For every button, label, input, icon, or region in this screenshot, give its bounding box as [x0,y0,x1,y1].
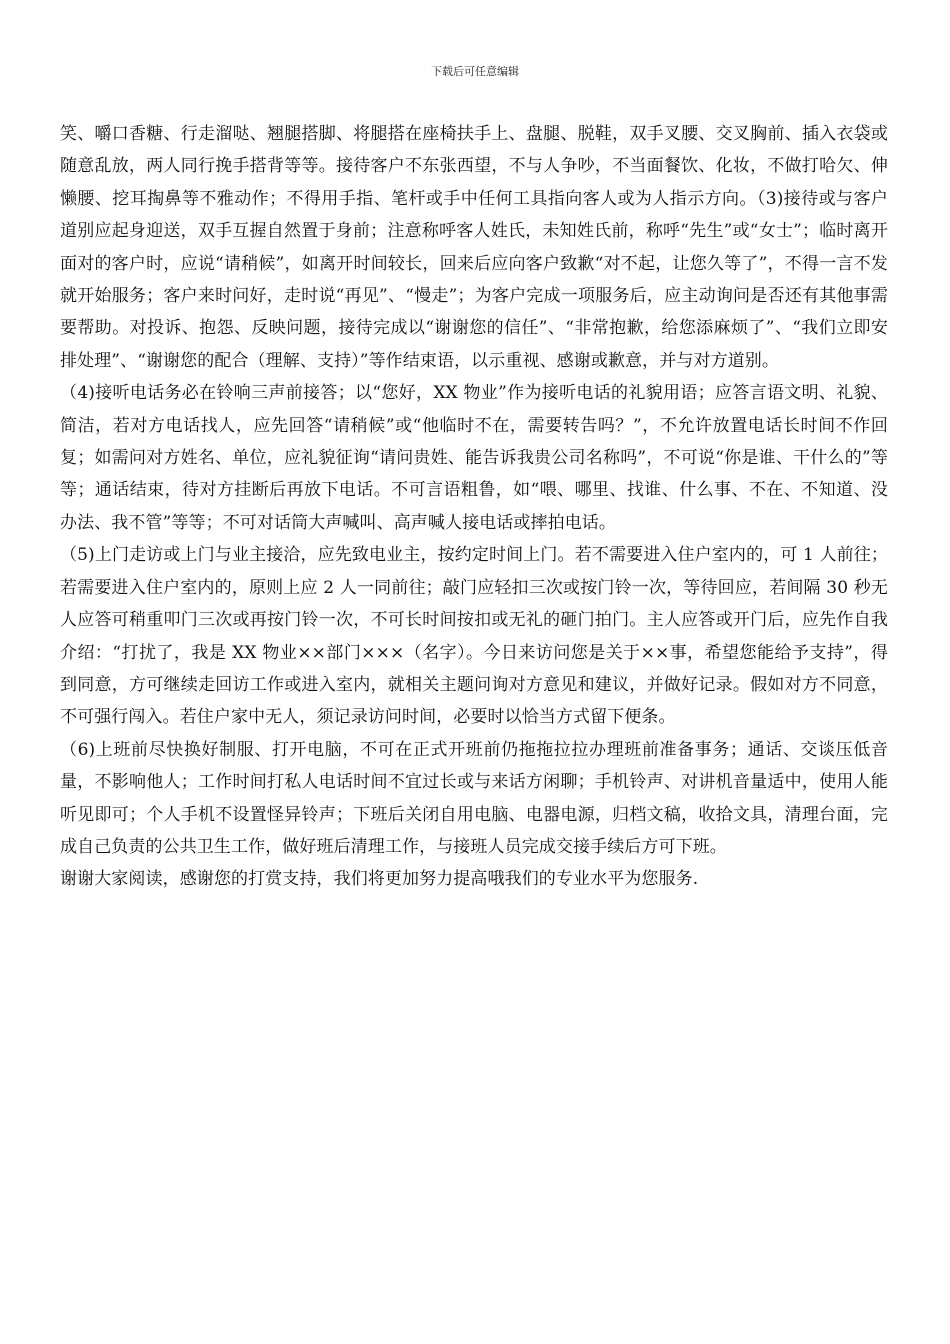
page-header: 下载后可任意编辑 [431,65,519,78]
document-body [60,118,888,896]
paragraph-home-visit-etiquette: （5)上门走访或上门与业主接洽，应先致电业主，按约定时间上门。若不需要进入住户室内的，可 1 人前往；若需要进入住户室内的，原则上应 2 人一同前往；敲门应轻扣三次或按门铃一次，等待回应，若间隔 30 秒无人应答可稍重叩门三次或再按门铃一次，不可长时间按扣或无礼的砸门拍门。主人应答或开门后，应先作自我介绍：“打扰了，我是 XX 物业××部门×××（名字）。今日来访问您是关于××事，希望您能给予支持”，得到同意，方可继续走回访工作或进入室内，就相关主题问询对方意见和建议，并做好记录。假如对方不同意，不可强行闯入。若住户家中无人，须记录访问时间，必要时以恰当方式留下便条。 [60,545,888,728]
paragraph-reception-etiquette: 笑、嚼口香糖、行走溜哒、翘腿搭脚、将腿搭在座椅扶手上、盘腿、脱鞋，双手叉腰、交叉胸前、插入衣袋或随意乱放，两人同行挽手搭背等等。接待客户不东张西望，不与人争吵，不当面餐饮、化妆，不做打哈欠、伸懒腰、挖耳掏鼻等不雅动作；不得用手指、笔杆或手中任何工具指向客人或为人指示方向。（3)接待或与客户道别应起身迎送，双手互握自然置于身前；注意称呼客人姓氏，未知姓氏前，称呼“先生”或“女士”；临时离开面对的客户时，应说“请稍候”，如离开时间较长，回来后应向客户致歉“对不起，让您久等了”，不得一言不发就开始服务；客户来时问好，走时说“再见”、“慢走”；为客户完成一项服务后，应主动询问是否还有其他事需要帮助。对投诉、抱怨、反映问题，接待完成以“谢谢您的信任”、“非常抱歉，给您添麻烦了”、“我们立即安排处理”、“谢谢您的配合（理解、支持）”等作结束语，以示重视、感谢或歉意，并与对方道别。 [60,124,888,371]
paragraph-workplace-conduct: （6)上班前尽快换好制服、打开电脑，不可在正式开班前仍拖拖拉拉办理班前准备事务；通话、交谈压低音量，不影响他人；工作时间打私人电话时间不宜过长或与来话方闲聊；手机铃声、对讲机音量适中，使用人能听见即可；个人手机不设置怪异铃声；下班后关闭自用电脑、电器电源，归档文稿，收拾文具，清理台面，完成自己负责的公共卫生工作，做好班后清理工作，与接班人员完成交接手续后方可下班。 [60,739,888,857]
paragraph-telephone-etiquette: （4)接听电话务必在铃响三声前接答；以“您好，XX 物业”作为接听电话的礼貌用语；应答言语文明、礼貌、简洁，若对方电话找人，应先回答“请稍候”或“他临时不在，需要转告吗？”，不允许放置电话长时间不作回复；如需问对方姓名、单位，应礼貌征询“请问贵姓、能告诉我贵公司名称吗”，不可说“你是谁、干什么的”等等；通话结束，待对方挂断后再放下电话。不可言语粗鲁，如“喂、哪里、找谁、什么事、不在、不知道、没办法、我不管”等等；不可对话筒大声喊叫、高声喊人接电话或摔拍电话。 [60,383,888,533]
closing-note: 谢谢大家阅读，感谢您的打赏支持，我们将更加努力提高哦我们的专业水平为您服务. [60,869,699,890]
